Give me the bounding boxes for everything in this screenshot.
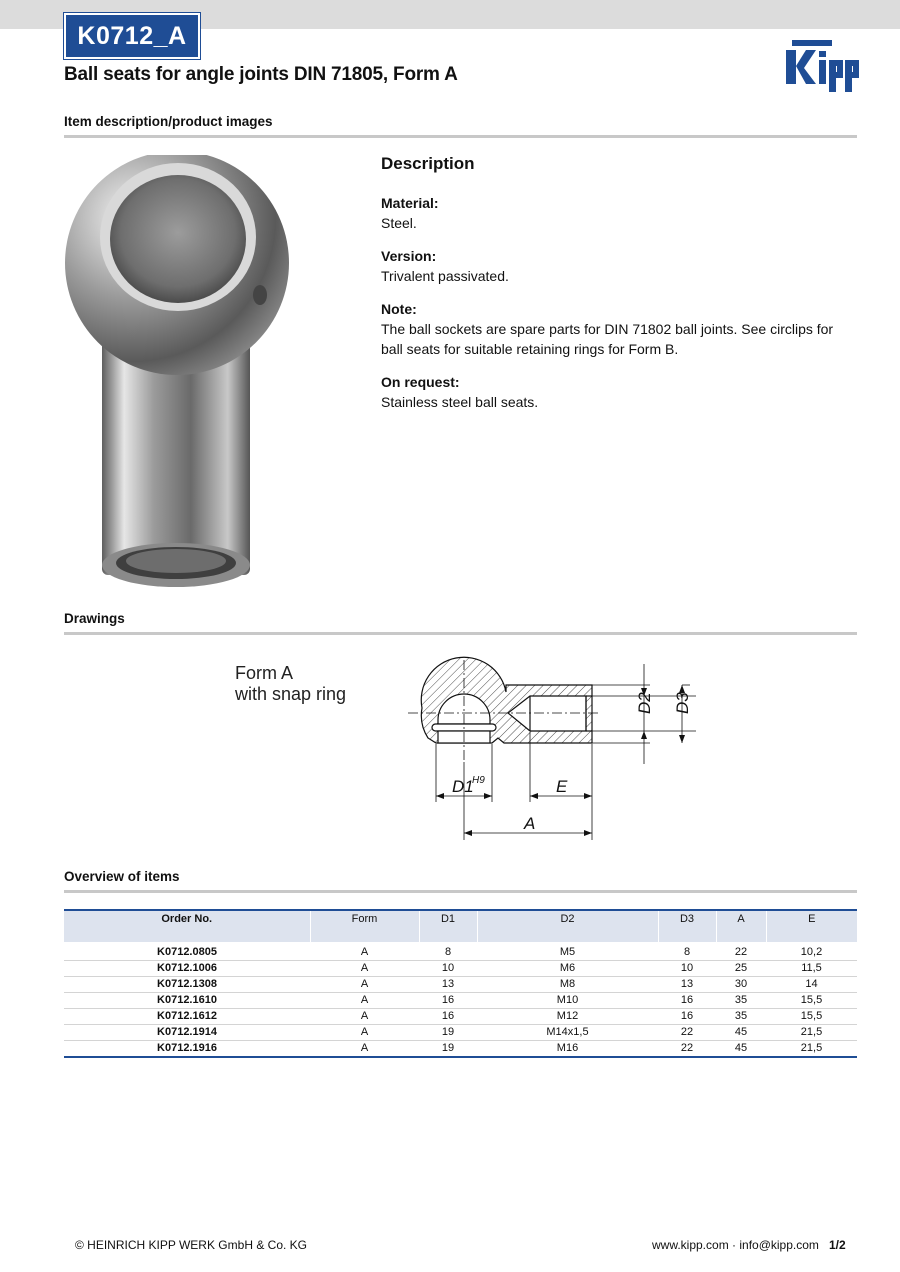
description-panel bbox=[381, 152, 857, 425]
a-cell: 45 bbox=[734, 1042, 748, 1054]
table-row bbox=[64, 945, 857, 961]
d3-cell: 16 bbox=[658, 993, 716, 1009]
dim-d3-label: D3 bbox=[673, 692, 692, 714]
form-cell: A bbox=[310, 993, 419, 1009]
e-cell: 11,5 bbox=[766, 961, 857, 977]
form-cell: A bbox=[360, 1042, 369, 1054]
description-note bbox=[381, 299, 857, 359]
d2-cell: M14x1,5 bbox=[477, 1025, 658, 1041]
order-no-cell: K0712.0805 bbox=[64, 945, 310, 961]
col-header-d1: D1 bbox=[419, 910, 477, 942]
table-row bbox=[64, 977, 857, 993]
table-row bbox=[64, 1041, 857, 1058]
col-header-a: A bbox=[716, 910, 766, 942]
a-cell: 30 bbox=[716, 977, 766, 993]
section-divider bbox=[64, 890, 857, 893]
e-cell: 21,5 bbox=[800, 1042, 823, 1054]
section-heading-images: Item description/product images bbox=[64, 114, 273, 129]
e-cell: 14 bbox=[766, 977, 857, 993]
d1-cell: 8 bbox=[419, 945, 477, 961]
version-text: Trivalent passivated. bbox=[381, 268, 509, 284]
d2-cell: M8 bbox=[477, 977, 658, 993]
order-no-cell: K0712.1612 bbox=[64, 1009, 310, 1025]
d1-cell: 16 bbox=[419, 993, 477, 1009]
note-label: Note: bbox=[381, 301, 417, 317]
order-no-cell: K0712.1916 bbox=[157, 1042, 217, 1054]
form-cell: A bbox=[310, 1009, 419, 1025]
d1-cell: 19 bbox=[419, 1025, 477, 1041]
table-row bbox=[64, 993, 857, 1009]
order-no-cell: K0712.1914 bbox=[64, 1025, 310, 1041]
form-caption-line2: with snap ring bbox=[235, 684, 347, 704]
material-text: Steel. bbox=[381, 215, 417, 231]
d2-cell: M12 bbox=[477, 1009, 658, 1025]
dim-d1-tolerance: H9 bbox=[472, 775, 485, 786]
a-cell: 22 bbox=[716, 945, 766, 961]
description-heading: Description bbox=[381, 154, 475, 173]
description-material bbox=[381, 193, 857, 233]
d3-cell: 10 bbox=[658, 961, 716, 977]
d1-cell: 19 bbox=[441, 1042, 455, 1054]
description-version bbox=[381, 246, 857, 286]
product-code-badge: K0712_A bbox=[64, 13, 200, 59]
note-text: The ball sockets are spare parts for DIN 71802 ball joints. See circlips for ball seats for suitable retaining rings for Form B. bbox=[381, 321, 834, 357]
table-row bbox=[64, 1009, 857, 1025]
technical-drawing bbox=[400, 650, 710, 850]
d2-cell: M6 bbox=[477, 961, 658, 977]
d3-cell: 16 bbox=[658, 1009, 716, 1025]
page-title: Ball seats for angle joints DIN 71805, Form A bbox=[64, 64, 458, 85]
on-request-label: On request: bbox=[381, 374, 460, 390]
footer-page-number: 1/2 bbox=[829, 1238, 846, 1252]
table-row bbox=[64, 1025, 857, 1041]
dim-a-label: A bbox=[524, 814, 536, 833]
d3-cell: 8 bbox=[658, 945, 716, 961]
dim-d1-label: D1 bbox=[452, 777, 474, 796]
a-cell: 45 bbox=[716, 1025, 766, 1041]
section-heading-overview: Overview of items bbox=[64, 869, 180, 884]
version-label: Version: bbox=[381, 248, 437, 264]
e-cell: 15,5 bbox=[766, 1009, 857, 1025]
section-divider bbox=[64, 135, 857, 138]
form-caption bbox=[235, 663, 346, 705]
description-on-request bbox=[381, 372, 857, 412]
footer-copyright: © HEINRICH KIPP WERK GmbH & Co. KG bbox=[75, 1238, 307, 1252]
section-heading-drawings: Drawings bbox=[64, 611, 125, 626]
ball-seat-product-image bbox=[60, 155, 300, 595]
col-header-d3: D3 bbox=[658, 910, 716, 942]
d2-cell: M10 bbox=[477, 993, 658, 1009]
form-cell: A bbox=[310, 961, 419, 977]
d1-cell: 13 bbox=[419, 977, 477, 993]
d1-cell: 16 bbox=[419, 1009, 477, 1025]
order-no-cell: K0712.1006 bbox=[64, 961, 310, 977]
a-cell: 35 bbox=[716, 993, 766, 1009]
order-no-cell: K0712.1610 bbox=[64, 993, 310, 1009]
d2-cell: M16 bbox=[556, 1042, 579, 1054]
form-cell: A bbox=[310, 1025, 419, 1041]
e-cell: 10,2 bbox=[766, 945, 857, 961]
form-cell: A bbox=[310, 945, 419, 961]
dim-d2-label: D2 bbox=[635, 692, 654, 714]
dim-e-label: E bbox=[556, 777, 568, 796]
order-no-cell: K0712.1308 bbox=[64, 977, 310, 993]
form-caption-line1: Form A bbox=[235, 663, 294, 683]
d3-cell: 13 bbox=[658, 977, 716, 993]
e-cell: 21,5 bbox=[766, 1025, 857, 1041]
col-header-order-no: Order No. bbox=[64, 910, 310, 942]
section-divider bbox=[64, 632, 857, 635]
e-cell: 15,5 bbox=[766, 993, 857, 1009]
d3-cell: 22 bbox=[658, 1025, 716, 1041]
on-request-text: Stainless steel ball seats. bbox=[381, 394, 539, 410]
d2-cell: M5 bbox=[477, 945, 658, 961]
col-header-form: Form bbox=[310, 910, 419, 942]
a-cell: 35 bbox=[716, 1009, 766, 1025]
table-header-row bbox=[64, 910, 857, 942]
footer-contact: www.kipp.com · info@kipp.com bbox=[652, 1238, 819, 1252]
material-label: Material: bbox=[381, 195, 439, 211]
col-header-e: E bbox=[766, 910, 857, 942]
a-cell: 25 bbox=[716, 961, 766, 977]
kipp-logo-icon bbox=[782, 38, 860, 94]
table-row bbox=[64, 961, 857, 977]
d3-cell: 22 bbox=[680, 1042, 694, 1054]
d1-cell: 10 bbox=[419, 961, 477, 977]
form-cell: A bbox=[310, 977, 419, 993]
col-header-d2: D2 bbox=[477, 910, 658, 942]
items-table bbox=[64, 909, 857, 1058]
